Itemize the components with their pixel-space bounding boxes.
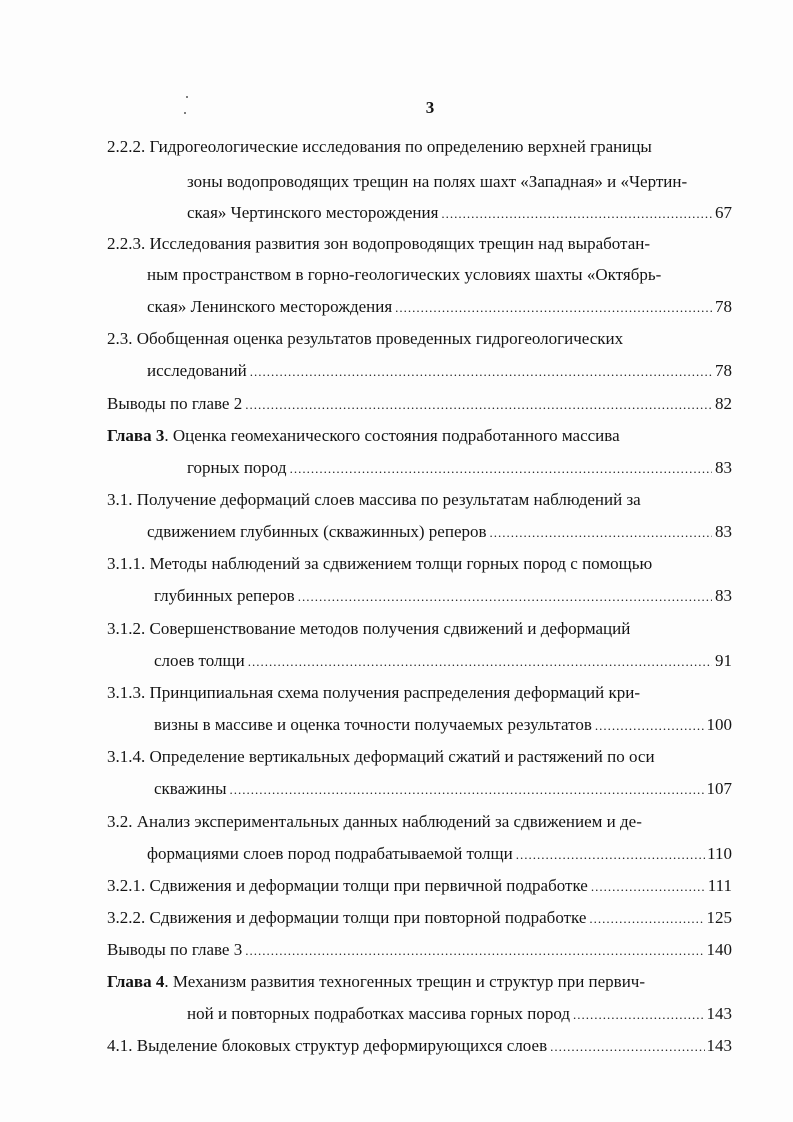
toc-page-number: 67 <box>715 203 732 222</box>
toc-page-number: 100 <box>706 715 732 734</box>
toc-entry-line <box>107 876 732 897</box>
toc-entry-line <box>147 361 732 382</box>
dot-leader <box>550 1037 704 1057</box>
dot-leader <box>395 298 712 318</box>
chapter-title: . Механизм развития техногенных трещин и структур при первич- <box>164 972 646 991</box>
toc-page-number: 78 <box>715 297 732 316</box>
toc-page-number: 91 <box>715 651 732 670</box>
toc-entry-line <box>107 329 717 349</box>
toc-entry-text: ной и повторных подработках массива горных пород <box>187 1004 570 1023</box>
toc-entry-line <box>147 297 732 318</box>
toc-entry-text <box>107 972 645 992</box>
dot-leader <box>248 652 712 672</box>
page-number: 3 <box>425 98 435 117</box>
toc-entry-line <box>107 747 717 767</box>
dot-leader <box>298 587 712 607</box>
toc-entry-line <box>187 458 732 479</box>
dot-leader <box>589 909 704 929</box>
toc-page-number: 110 <box>707 844 732 863</box>
toc-entry-text: горных пород <box>187 458 287 477</box>
toc-entry-line <box>107 1036 732 1057</box>
toc-entry-line <box>107 812 717 832</box>
toc-entry-line <box>107 554 717 574</box>
toc-entry-line <box>107 908 732 929</box>
chapter-label: Глава 3 <box>107 426 165 445</box>
toc-entry-line <box>107 683 717 703</box>
toc-entry-text: скважины <box>154 779 227 798</box>
toc-entry-text: формациями слоев пород подрабатываемой толщи <box>147 844 513 863</box>
toc-entry-text: ская» Чертинского месторождения <box>187 203 439 222</box>
toc-entry-text: ным пространством в горно-геологических условиях шахты «Октябрь- <box>147 265 662 284</box>
toc-entry-text: 3.1.2. Совершенствование методов получения сдвижений и деформаций <box>107 619 631 638</box>
toc-entry-text: 3.1.3. Принципиальная схема получения распределения деформаций кри- <box>107 683 641 702</box>
toc-entry-text: 3.2.2. Сдвижения и деформации толщи при повторной подработке <box>107 908 587 927</box>
toc-entry-line <box>154 586 732 607</box>
toc-entry-line <box>147 522 732 543</box>
toc-entry-text: исследований <box>147 361 247 380</box>
toc-entry-line <box>187 1004 732 1025</box>
toc-entry-text: 2.2.3. Исследования развития зон водопроводящих трещин над выработан- <box>107 234 650 253</box>
toc-page-number: 125 <box>706 908 732 927</box>
chapter-title: . Оценка геомеханического состояния подработанного массива <box>164 426 620 445</box>
toc-entry-text: ская» Ленинского месторождения <box>147 297 393 316</box>
dot-leader <box>250 362 712 382</box>
toc-entry-text: слоев толщи <box>154 651 245 670</box>
toc-entry-text: сдвижением глубинных (скважинных) реперов <box>147 522 487 541</box>
toc-entry-line <box>107 619 717 639</box>
toc-entry-line <box>154 715 732 736</box>
toc-entry-line <box>107 426 717 446</box>
toc-entry-line <box>107 234 717 254</box>
dot-leader <box>245 941 704 961</box>
toc-entry-text: 3.1.1. Методы наблюдений за сдвижением толщи горных пород с помощью <box>107 554 653 573</box>
toc-entry-line <box>107 490 717 510</box>
toc-entry-line <box>107 137 717 157</box>
toc-entry-line <box>154 779 732 800</box>
toc-entry-text: 2.3. Обобщенная оценка результатов проведенных гидрогеологических <box>107 329 624 348</box>
toc-entry-text: зоны водопроводящих трещин на полях шахт «Западная» и «Чертин- <box>187 172 688 191</box>
toc-page-number: 107 <box>706 779 732 798</box>
dot-leader <box>245 395 712 415</box>
toc-page-number: 83 <box>715 522 732 541</box>
toc-entry-line <box>107 394 732 415</box>
toc-entry-line <box>147 844 732 865</box>
toc-page-number: 78 <box>715 361 732 380</box>
toc-entry-text: 4.1. Выделение блоковых структур деформирующихся слоев <box>107 1036 548 1055</box>
toc-entry-text: 3.1. Получение деформаций слоев массива по результатам наблюдений за <box>107 490 641 509</box>
dot-leader <box>595 716 705 736</box>
toc-entry-line <box>187 172 717 192</box>
toc-entry-line <box>107 972 717 992</box>
toc-entry-line <box>147 265 717 285</box>
chapter-label: Глава 4 <box>107 972 165 991</box>
toc-page-number: 83 <box>715 586 732 605</box>
toc-entry-line <box>154 651 732 672</box>
dot-leader <box>516 845 705 865</box>
toc-page-number: 82 <box>715 394 732 413</box>
dot-leader <box>573 1005 705 1025</box>
toc-page-number: 143 <box>706 1004 732 1023</box>
toc-entry-text: 3.1.4. Определение вертикальных деформаций сжатий и растяжений по оси <box>107 747 655 766</box>
dot-leader <box>591 877 706 897</box>
toc-entry-text: Выводы по главе 3 <box>107 940 243 959</box>
toc-page-number: 140 <box>706 940 732 959</box>
toc-entry-text: глубинных реперов <box>154 586 295 605</box>
dot-leader <box>290 459 712 479</box>
toc-entry-line <box>187 203 732 224</box>
toc-entry-text: 2.2.2. Гидрогеологические исследования по определению верхней границы <box>107 137 652 156</box>
toc-entry-text <box>107 426 620 446</box>
toc-page-number: 143 <box>706 1036 732 1055</box>
dot-leader <box>441 204 712 224</box>
dot-leader <box>490 523 712 543</box>
toc-page-number: 83 <box>715 458 732 477</box>
dot-leader <box>230 780 705 800</box>
toc-entry-text: Выводы по главе 2 <box>107 394 243 413</box>
toc-page-number: 111 <box>707 876 732 895</box>
toc-entry-text: 3.2. Анализ экспериментальных данных наблюдений за сдвижением и де- <box>107 812 642 831</box>
toc-entry-text: визны в массиве и оценка точности получаемых результатов <box>154 715 592 734</box>
toc-entry-text: 3.2.1. Сдвижения и деформации толщи при первичной подработке <box>107 876 588 895</box>
toc-entry-line <box>107 940 732 961</box>
